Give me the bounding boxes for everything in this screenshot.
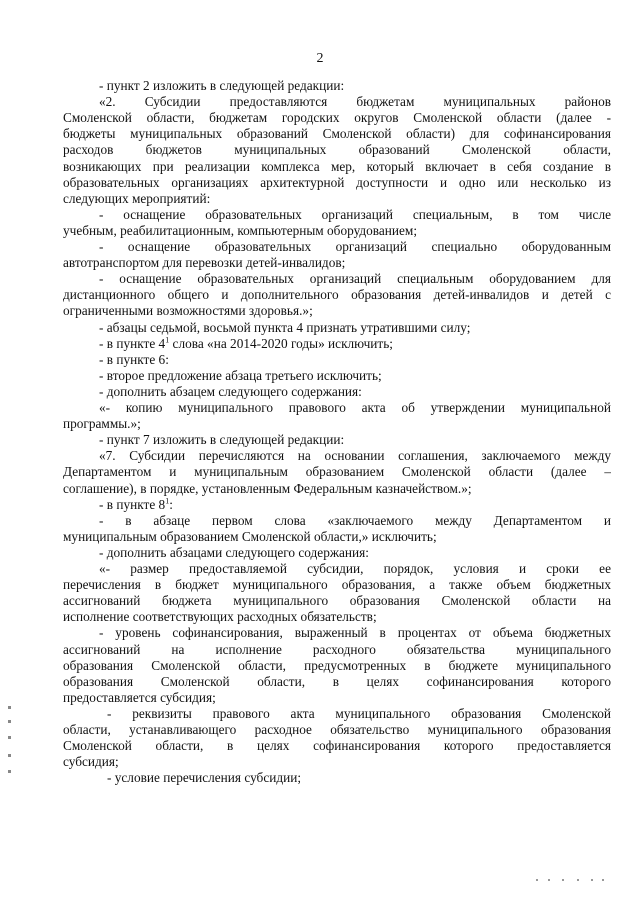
line-text: предоставляется субсидия; (63, 689, 216, 705)
text-line (99, 207, 611, 223)
text-line (99, 78, 611, 94)
text-line (63, 577, 611, 593)
line-text: ассигнований бюджета муниципального образования Смоленской области на (63, 593, 611, 609)
text-line (99, 239, 611, 255)
line-text: образовательных организациях архитектурной доступности и одно или несколько из (63, 174, 611, 190)
line-text: - дополнить абзацем следующего содержания: (99, 383, 362, 399)
text-line (99, 561, 611, 577)
text-line (63, 642, 611, 658)
scan-specks (536, 877, 606, 883)
line-text-tail: слова «на 2014-2020 годы» исключить; (169, 335, 393, 351)
line-text: ограниченными возможностями здоровья.»; (63, 303, 313, 319)
text-line (63, 416, 611, 432)
line-text: - второе предложение абзаца третьего исключить; (99, 367, 382, 383)
line-text: дистанционного общего и дополнительного образования детей-инвалидов и детей с (63, 287, 611, 303)
text-line (99, 432, 611, 448)
line-text: «- размер предоставляемой субсидии, порядок, условия и сроки ее (99, 561, 611, 576)
text-line (99, 352, 611, 368)
text-line (63, 223, 611, 239)
text-line (63, 690, 611, 706)
line-text: - пункт 7 изложить в следующей редакции: (99, 432, 345, 448)
text-line (99, 336, 611, 352)
text-line (99, 625, 611, 641)
text-line (99, 497, 611, 513)
line-text: - условие перечисления субсидии; (107, 770, 302, 786)
text-line (63, 303, 611, 319)
text-line (63, 658, 611, 674)
line-text: автотранспортом для перевозки детей-инвалидов; (63, 255, 346, 271)
line-text: области, устанавливающего расходное обязательство муниципального образования (63, 722, 611, 737)
line-text: соглашение), в порядке, установленным Федеральным казначейством.»; (63, 480, 472, 496)
text-line (63, 175, 611, 191)
line-text: муниципальным образованием Смоленской области,» исключить; (63, 528, 437, 544)
line-text: перечисления в бюджет муниципального образования, а также объем бюджетных (63, 577, 611, 593)
text-line (63, 738, 611, 754)
superscript: 1 (165, 496, 170, 506)
line-text: - в пункте 8 (99, 496, 166, 512)
text-line (99, 400, 611, 416)
line-text: следующих мероприятий: (63, 190, 211, 206)
line-text: расходов бюджетов муниципальных образований Смоленской области, (63, 142, 611, 158)
text-line (63, 287, 611, 303)
text-line (99, 384, 611, 400)
line-text: - пункт 2 изложить в следующей редакции: (99, 78, 345, 93)
line-text: - дополнить абзацами следующего содержания: (99, 544, 369, 560)
line-text: ассигнований на исполнение расходного обязательства муниципального (63, 641, 611, 657)
text-line (63, 754, 611, 770)
line-text-tail: : (169, 496, 173, 512)
text-line (107, 770, 611, 786)
line-text: - оснащение образовательных организаций специальным оборудованием для (99, 271, 611, 287)
line-text: - уровень софинансирования, выраженный в процентах от объема бюджетных (99, 625, 611, 641)
line-text: образования Смоленской области, предусмотренных в бюджете муниципального (63, 657, 611, 673)
line-text: - в пункте 6: (99, 351, 169, 367)
text-line (99, 513, 611, 529)
text-line (63, 159, 611, 175)
text-line (63, 191, 611, 207)
scan-edge-mark (8, 706, 11, 776)
line-text: учебным, реабилитационным, компьютерным оборудованием; (63, 222, 418, 238)
text-line (63, 464, 611, 480)
text-line (63, 529, 611, 545)
line-text: - абзацы седьмой, восьмой пункта 4 признать утратившими силу; (99, 319, 471, 335)
text-line (63, 110, 611, 126)
line-text: «2. Субсидии предоставляются бюджетам муниципальных районов (99, 94, 611, 110)
line-text: - оснащение образовательных организаций специальным, в том числе (99, 206, 611, 222)
text-line (63, 481, 611, 497)
line-text: Смоленской области, в целях софинансирования которого предоставляется (63, 738, 611, 754)
line-text: - оснащение образовательных организаций специально оборудованным (99, 239, 611, 254)
text-line (99, 545, 611, 561)
page-number: 2 (316, 51, 324, 66)
line-text: программы.»; (63, 416, 141, 432)
text-line (63, 255, 611, 271)
line-text: субсидия; (63, 754, 119, 770)
line-text: «- копию муниципального правового акта об утверждении муниципальной (99, 400, 611, 415)
text-line (99, 368, 611, 384)
text-line (63, 126, 611, 142)
text-line (63, 593, 611, 609)
line-text: Департаментом и муниципальным образованием Смоленской области (далее – (63, 464, 611, 480)
text-line (63, 674, 611, 690)
text-line (99, 94, 611, 110)
line-text: исполнение соответствующих расходных обязательств; (63, 609, 377, 625)
line-text: «7. Субсидии перечисляются на основании соглашения, заключаемого между (99, 448, 611, 464)
text-line (63, 609, 611, 625)
text-line (107, 706, 611, 722)
text-line (99, 320, 611, 336)
text-line (99, 271, 611, 287)
text-line (63, 142, 611, 158)
line-text: образования Смоленской области, в целях софинансирования которого (63, 673, 611, 689)
line-text: Смоленской области, бюджетам городских округов Смоленской области (далее - (63, 110, 611, 126)
text-line (99, 448, 611, 464)
line-text: возникающих при реализации комплекса мер, который включает в себя создание в (63, 158, 611, 174)
superscript: 1 (165, 335, 170, 345)
text-line (63, 722, 611, 738)
line-text: - в пункте 4 (99, 335, 166, 351)
line-text: - реквизиты правового акта муниципального образования Смоленской (107, 705, 611, 721)
line-text: бюджеты муниципальных образований Смоленской области) для софинансирования (63, 126, 611, 142)
line-text: - в абзаце первом слова «заключаемого между Департаментом и (99, 512, 611, 528)
